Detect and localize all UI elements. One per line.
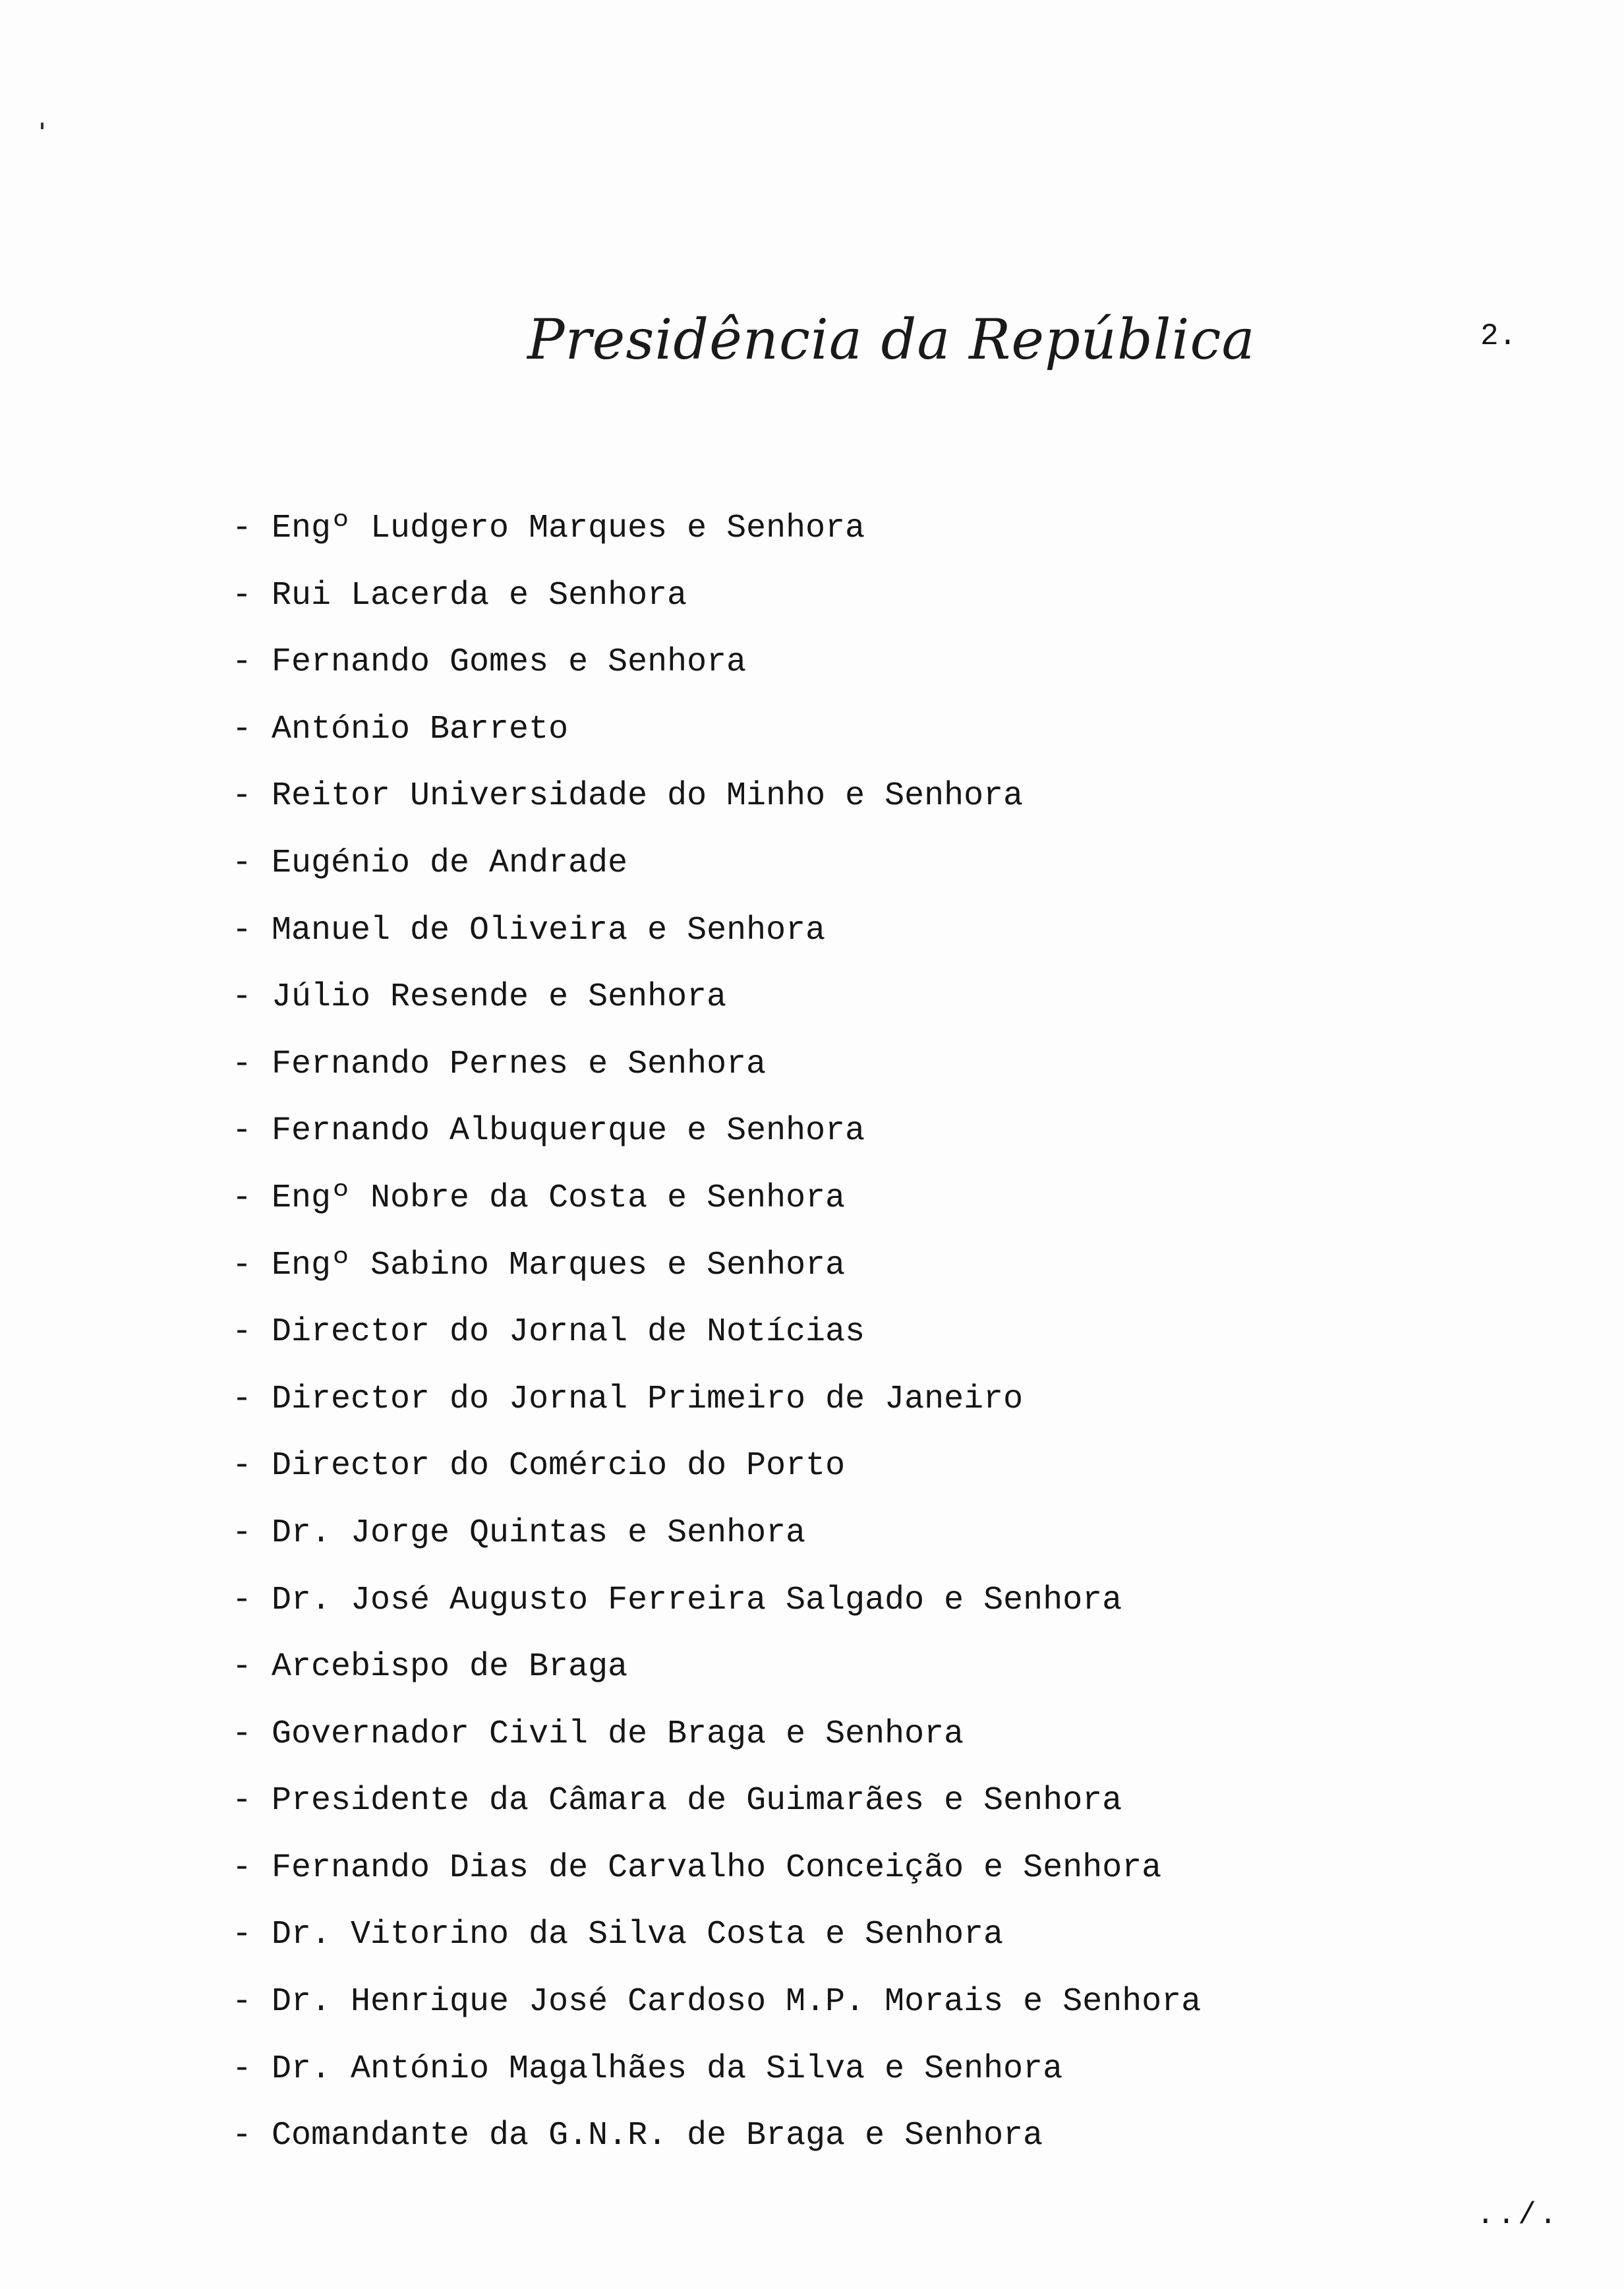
guest-name: Governador Civil de Braga e Senhora xyxy=(272,1715,964,1753)
continuation-mark: ../. xyxy=(1476,2198,1560,2232)
guest-name: Fernando Gomes e Senhora xyxy=(272,643,747,682)
guest-name: Fernando Albuquerque e Senhora xyxy=(272,1112,865,1150)
scan-speck xyxy=(41,123,44,129)
guest-name: Dr. António Magalhães da Silva e Senhora xyxy=(272,2050,1063,2088)
list-dash: - xyxy=(232,2050,252,2088)
list-dash: - xyxy=(232,643,252,682)
guest-list-item xyxy=(232,2116,1418,2184)
list-dash: - xyxy=(232,1715,252,1753)
guest-list-item xyxy=(232,777,1418,844)
guest-name: Reitor Universidade do Minho e Senhora xyxy=(272,777,1024,816)
guest-list-item xyxy=(232,1581,1418,1648)
guest-name: Engº Nobre da Costa e Senhora xyxy=(272,1179,846,1217)
list-dash: - xyxy=(232,1983,252,2021)
list-dash: - xyxy=(232,1112,252,1150)
list-dash: - xyxy=(232,1246,252,1284)
guest-list-item xyxy=(232,710,1418,777)
list-dash: - xyxy=(232,978,252,1017)
guest-name: Eugénio de Andrade xyxy=(272,844,628,882)
list-dash: - xyxy=(232,1849,252,1887)
list-dash: - xyxy=(232,1514,252,1552)
list-dash: - xyxy=(232,911,252,949)
guest-name: Fernando Dias de Carvalho Conceição e Senhora xyxy=(272,1849,1162,1887)
list-dash: - xyxy=(232,1380,252,1418)
guest-name: Director do Jornal Primeiro de Janeiro xyxy=(272,1380,1024,1418)
list-dash: - xyxy=(232,1045,252,1083)
guest-name: Dr. José Augusto Ferreira Salgado e Senhora xyxy=(272,1581,1122,1619)
list-dash: - xyxy=(232,844,252,882)
guest-list-item xyxy=(232,2050,1418,2117)
guest-name: Engº Sabino Marques e Senhora xyxy=(272,1246,846,1284)
guest-list-item xyxy=(232,1648,1418,1715)
guest-list-item xyxy=(232,1246,1418,1313)
page-number: 2. xyxy=(1480,319,1517,353)
list-dash: - xyxy=(232,1581,252,1619)
guest-list-item xyxy=(232,1781,1418,1849)
list-dash: - xyxy=(232,1648,252,1686)
list-dash: - xyxy=(232,1179,252,1217)
guest-list-item xyxy=(232,1514,1418,1581)
guest-list xyxy=(232,509,1418,2184)
guest-list-item xyxy=(232,844,1418,911)
guest-name: Director do Comércio do Porto xyxy=(272,1447,846,1485)
guest-name: Rui Lacerda e Senhora xyxy=(272,576,687,614)
list-dash: - xyxy=(232,2117,252,2155)
guest-name: Júlio Resende e Senhora xyxy=(272,978,727,1017)
guest-list-item xyxy=(232,1179,1418,1246)
guest-name: Dr. Vitorino da Silva Costa e Senhora xyxy=(272,1916,1004,1954)
list-dash: - xyxy=(232,777,252,816)
letterhead-title: Presidência da República xyxy=(527,307,1256,372)
guest-list-item xyxy=(232,978,1418,1045)
guest-list-item xyxy=(232,1045,1418,1112)
guest-list-item xyxy=(232,509,1418,576)
guest-list-item xyxy=(232,1112,1418,1179)
guest-list-item xyxy=(232,1849,1418,1916)
list-dash: - xyxy=(232,1916,252,1954)
list-dash: - xyxy=(232,1447,252,1485)
list-dash: - xyxy=(232,510,252,547)
guest-name: Arcebispo de Braga xyxy=(272,1648,628,1686)
guest-list-item xyxy=(232,576,1418,643)
guest-name: Comandante da G.N.R. de Braga e Senhora xyxy=(272,2117,1043,2155)
guest-list-item xyxy=(232,643,1418,710)
guest-name: Presidente da Câmara de Guimarães e Senhora xyxy=(272,1782,1122,1820)
guest-name: Dr. Jorge Quintas e Senhora xyxy=(272,1514,806,1552)
guest-name: António Barreto xyxy=(272,710,569,748)
guest-list-item xyxy=(232,1915,1418,1982)
guest-list-item xyxy=(232,911,1418,978)
guest-name: Engº Ludgero Marques e Senhora xyxy=(272,510,865,547)
guest-name: Dr. Henrique José Cardoso M.P. Morais e Senhora xyxy=(272,1983,1202,2021)
guest-name: Manuel de Oliveira e Senhora xyxy=(272,911,826,949)
guest-list-item xyxy=(232,1313,1418,1380)
guest-name: Fernando Pernes e Senhora xyxy=(272,1045,767,1083)
guest-list-item xyxy=(232,1715,1418,1782)
list-dash: - xyxy=(232,576,252,614)
guest-name: Director do Jornal de Notícias xyxy=(272,1313,865,1352)
guest-list-item xyxy=(232,1380,1418,1447)
list-dash: - xyxy=(232,710,252,748)
list-dash: - xyxy=(232,1782,252,1820)
guest-list-item xyxy=(232,1446,1418,1514)
list-dash: - xyxy=(232,1313,252,1352)
guest-list-item xyxy=(232,1982,1418,2050)
